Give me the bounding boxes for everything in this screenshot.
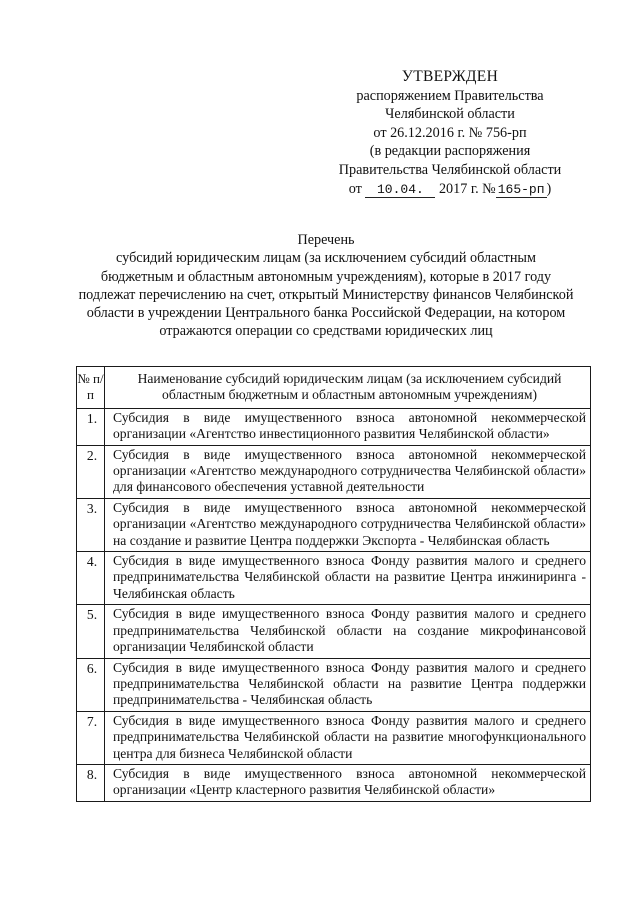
table-row (77, 605, 591, 658)
list-heading (56, 231, 596, 341)
table-row (77, 552, 591, 605)
header-number-cell: № п/п (77, 367, 105, 409)
approval-title: УТВЕРЖДЕН (401, 68, 499, 85)
approval-line: Правительства Челябинской области (338, 161, 562, 178)
handwritten-date: 10.04. (365, 183, 435, 198)
date-middle: 2017 г. № (438, 180, 496, 197)
table-header-row (77, 367, 591, 409)
row-text: Субсидия в виде имущественного взноса автономной некоммерческой организации «Агентство международного сотрудничества Челябинской области» для финансового обеспечения уставной деятельности (105, 445, 591, 498)
row-number: 5. (86, 607, 98, 623)
heading-title: Перечень (297, 232, 355, 248)
table-row (77, 445, 591, 498)
row-number: 4. (86, 554, 98, 570)
heading-line: отражаются операции со средствами юридических лиц (159, 323, 493, 340)
date-suffix: ) (546, 180, 552, 197)
heading-line: бюджетным и областным автономным учреждениям), которые в 2017 году (100, 268, 552, 285)
subsidies-table (76, 366, 591, 802)
row-text: Субсидия в виде имущественного взноса Фонду развития малого и среднего предпринимательства Челябинской области на развитие Центра инжиниринга - Челябинская область (105, 552, 591, 605)
date-prefix: от (348, 180, 362, 197)
heading-line: подлежат перечислению на счет, открытый Министерству финансов Челябинской (78, 286, 574, 303)
row-text: Субсидия в виде имущественного взноса автономной некоммерческой организации «Агентство международного сотрудничества Челябинской области» на создание и развитие Центра поддержки Экспорта - Челябинская область (105, 498, 591, 551)
row-text: Субсидия в виде имущественного взноса Фонду развития малого и среднего предпринимательства Челябинской области на развитие многофункционального центра для бизнеса Челябинской области (105, 711, 591, 764)
heading-line: субсидий юридическим лицам (за исключением субсидий областным (116, 250, 536, 267)
table-row (77, 658, 591, 711)
header-name-cell: Наименование субсидий юридическим лицам (за исключением субсидий областным бюджетным и областным автономным учреждениям) (105, 367, 591, 409)
approval-line: от 26.12.2016 г. № 756-рп (373, 124, 527, 141)
approval-line: Челябинской области (385, 106, 515, 123)
row-number: 6. (86, 660, 98, 676)
table-row (77, 764, 591, 801)
row-number: 8. (86, 766, 98, 782)
row-text: Субсидия в виде имущественного взноса Фонду развития малого и среднего предпринимательства Челябинской области на развитие Центра поддержки предпринимательства - Челябинская область (105, 658, 591, 711)
row-text: Субсидия в виде имущественного взноса автономной некоммерческой организации «Агентство инвестиционного развития Челябинской области» (105, 408, 591, 445)
approval-line: распоряжением Правительства (356, 87, 544, 104)
row-text: Субсидия в виде имущественного взноса автономной некоммерческой организации «Центр кластерного развития Челябинской области» (105, 764, 591, 801)
approval-line: (в редакции распоряжения (369, 143, 531, 160)
approval-stamp (300, 68, 600, 198)
row-number: 1. (86, 410, 98, 426)
row-number: 7. (86, 713, 98, 729)
table-row (77, 498, 591, 551)
table-row (77, 408, 591, 445)
row-text: Субсидия в виде имущественного взноса Фонду развития малого и среднего предпринимательства Челябинской области на создание микрофинансовой организации Челябинской области (105, 605, 591, 658)
row-number: 3. (86, 500, 98, 516)
row-number: 2. (86, 447, 98, 463)
handwritten-number: 165-рп (497, 181, 545, 197)
heading-line: области в учреждении Центрального банка Российской Федерации, на котором (86, 305, 566, 322)
table-row (77, 711, 591, 764)
approval-date-line (300, 180, 600, 199)
